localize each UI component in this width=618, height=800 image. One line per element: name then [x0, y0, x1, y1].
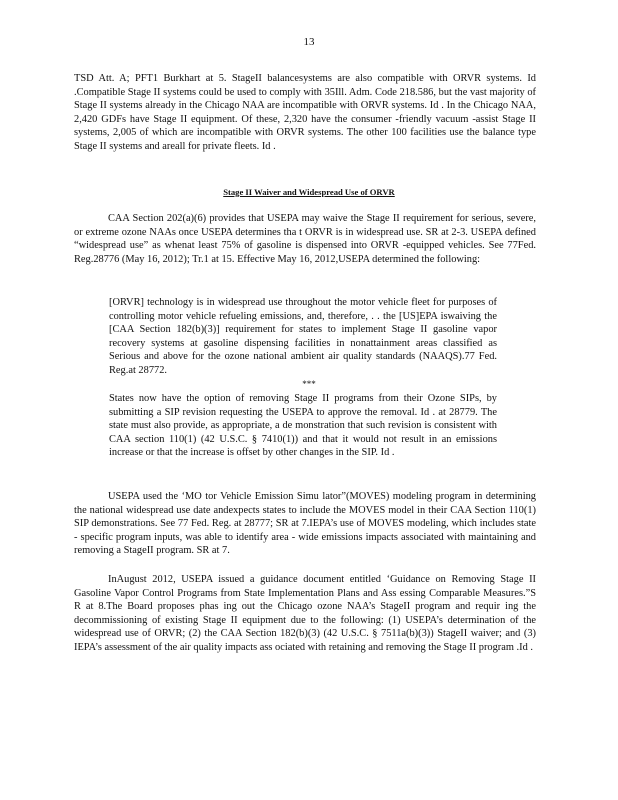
page-number: 13 [303, 36, 315, 48]
paragraph-stage-ii-systems: TSD Att. A; PFT1 Burkhart at 5. StageII balancesystems are also compatible with ORVR systems. Id .Compatible Stage II systems could be used to comply with 35Ill. Adm. Code 218.586, but the vast majority of Stage II systems already in the Chicago NAA are incompatible with ORVR systems. Id . In the Chicago NAA, 2,420 GDFs have Stage II equipment. Of these, 2,320 have the consumer -friendly vacuum -assist Stage II systems, 2,005 of which are incompatible with ORVR systems. The other 100 facilities use the balance type Stage II systems and areall for private fleets. Id . [74, 73, 536, 152]
block-quote-states: States now have the option of removing Stage II programs from their Ozone SIPs, by submitting a SIP revision requesting the USEPA to approve the removal. Id . at 28779. The state must also provide, as appropriate, a de monstration that such revision is consistent with CAA section 110(1) (42 U.S.C. § 7410(1)) and that it would not result in an emissions increase or that the increase is offset by other changes in the SIP. Id . [109, 393, 497, 459]
paragraph-guidance: InAugust 2012, USEPA issued a guidance document entitled ‘Guidance on Removing Stage II Gasoline Vapor Control Programs from State Implementation Plans and Ass essing Comparable Measures.”S R at 8.The Board proposes phas ing out the Chicago ozone NAA’s StageII program and requir ing the decommissioning of existing Stage II equipment due to the following: (1) USEPA’s determination of the widespread use of ORVR; (2) the CAA Section 182(b)(3) (42 U.S.C. § 7511a(b)(3)) StageII waiver; and (3) IEPA’s assessment of the air quality impacts ass ociated with retaining and removing the Stage II program .Id . [74, 574, 536, 653]
section-heading-text: Stage II Waiver and Widespread Use of ORVR [223, 187, 395, 197]
block-quote-orvr: [ORVR] technology is in widespread use throughout the motor vehicle fleet for purposes of controlling motor vehicle refueling emissions, and, therefore, . . the [US]EPA iswaiving the [CAA Section 182(b)(3)] requirement for states to implement Stage II gasoline vapor recovery systems at gasoline dispensing facilities in nonattainment areas classified as Serious and above for the ozone national ambient air quality standards (NAAQS).77 Fed. Reg.at 28772. [109, 297, 497, 376]
paragraph-moves-model: USEPA used the ‘MO tor Vehicle Emission Simu lator”(MOVES) modeling program in determining the national widespread use date andexpects states to include the MOVES model in their CAA Section 110(1) SIP demonstrations. See 77 Fed. Reg. at 28777; SR at 7.IEPA’s use of MOVES modeling, which includes state - specific program inputs, was able to identify area - wide emissions impacts associated with maintaining and removing a StageII program. SR at 7. [74, 491, 536, 557]
paragraph-caa-section: CAA Section 202(a)(6) provides that USEPA may waive the Stage II requirement for serious, severe, or extreme ozone NAAs once USEPA determines tha t ORVR is in widespread use. SR at 2-3. USEPA defined “widespread use” as whenat least 75% of gasoline is dispensed into ORVR -equipped vehicles. See 77Fed. Reg.28776 (May 16, 2012); Tr.1 at 15. Effective May 16, 2012,USEPA determined the following: [74, 213, 536, 265]
section-heading [0, 186, 618, 198]
ellipsis-stars: *** [302, 379, 316, 389]
